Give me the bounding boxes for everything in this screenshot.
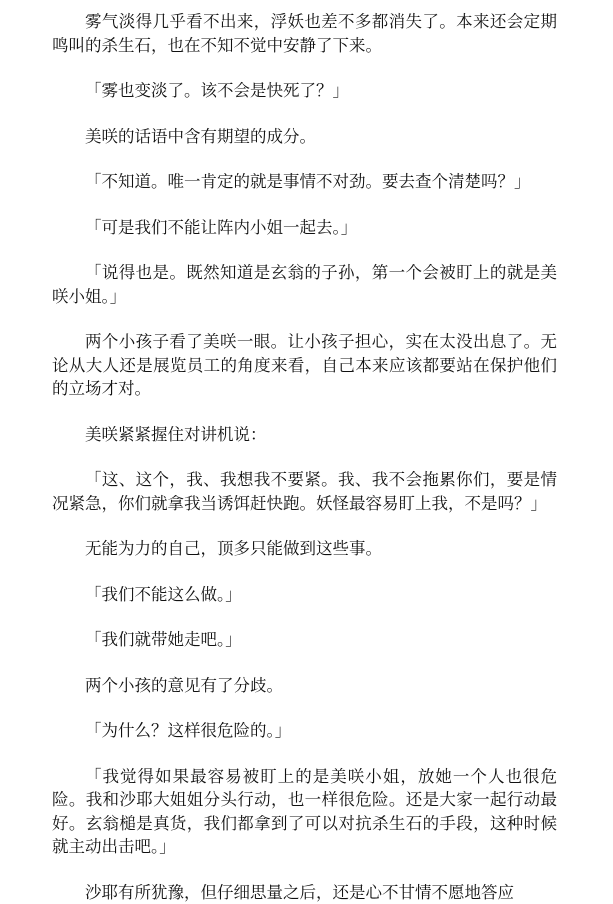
paragraph: 「说得也是。既然知道是玄翁的子孙，第一个会被盯上的就是美咲小姐。」	[52, 261, 557, 308]
paragraph: 无能为力的自己，顶多只能做到这些事。	[52, 537, 557, 561]
text-body	[52, 10, 557, 904]
paragraph: 美咲紧紧握住对讲机说：	[52, 423, 557, 447]
paragraph: 「我们就带她走吧。」	[52, 628, 557, 652]
paragraph: 沙耶有所犹豫，但仔细思量之后，还是心不甘情不愿地答应	[52, 881, 557, 904]
paragraph: 「我们不能这么做。」	[52, 583, 557, 607]
paragraph: 「可是我们不能让阵内小姐一起去。」	[52, 216, 557, 240]
paragraph: 「雾也变淡了。该不会是快死了？」	[52, 79, 557, 103]
paragraph: 「我觉得如果最容易被盯上的是美咲小姐，放她一个人也很危险。我和沙耶大姐姐分头行动，也一样很危险。还是大家一起行动最好。玄翁槌是真货，我们都拿到了可以对抗杀生石的手段，这种时候就主动出击吧。」	[52, 765, 557, 859]
paragraph: 「为什么？这样很危险的。」	[52, 719, 557, 743]
paragraph: 两个小孩子看了美咲一眼。让小孩子担心，实在太没出息了。无论从大人还是展览员工的角度来看，自己本来应该都要站在保护他们的立场才对。	[52, 330, 557, 401]
paragraph: 「这、这个，我、我想我不要紧。我、我不会拖累你们，要是情况紧急，你们就拿我当诱饵赶快跑。妖怪最容易盯上我，不是吗？」	[52, 468, 557, 515]
paragraph: 「不知道。唯一肯定的就是事情不对劲。要去查个清楚吗？」	[52, 170, 557, 194]
paragraph: 美咲的话语中含有期望的成分。	[52, 125, 557, 149]
paragraph: 雾气淡得几乎看不出来，浮妖也差不多都消失了。本来还会定期鸣叫的杀生石，也在不知不觉中安静了下来。	[52, 10, 557, 57]
paragraph: 两个小孩的意见有了分歧。	[52, 674, 557, 698]
